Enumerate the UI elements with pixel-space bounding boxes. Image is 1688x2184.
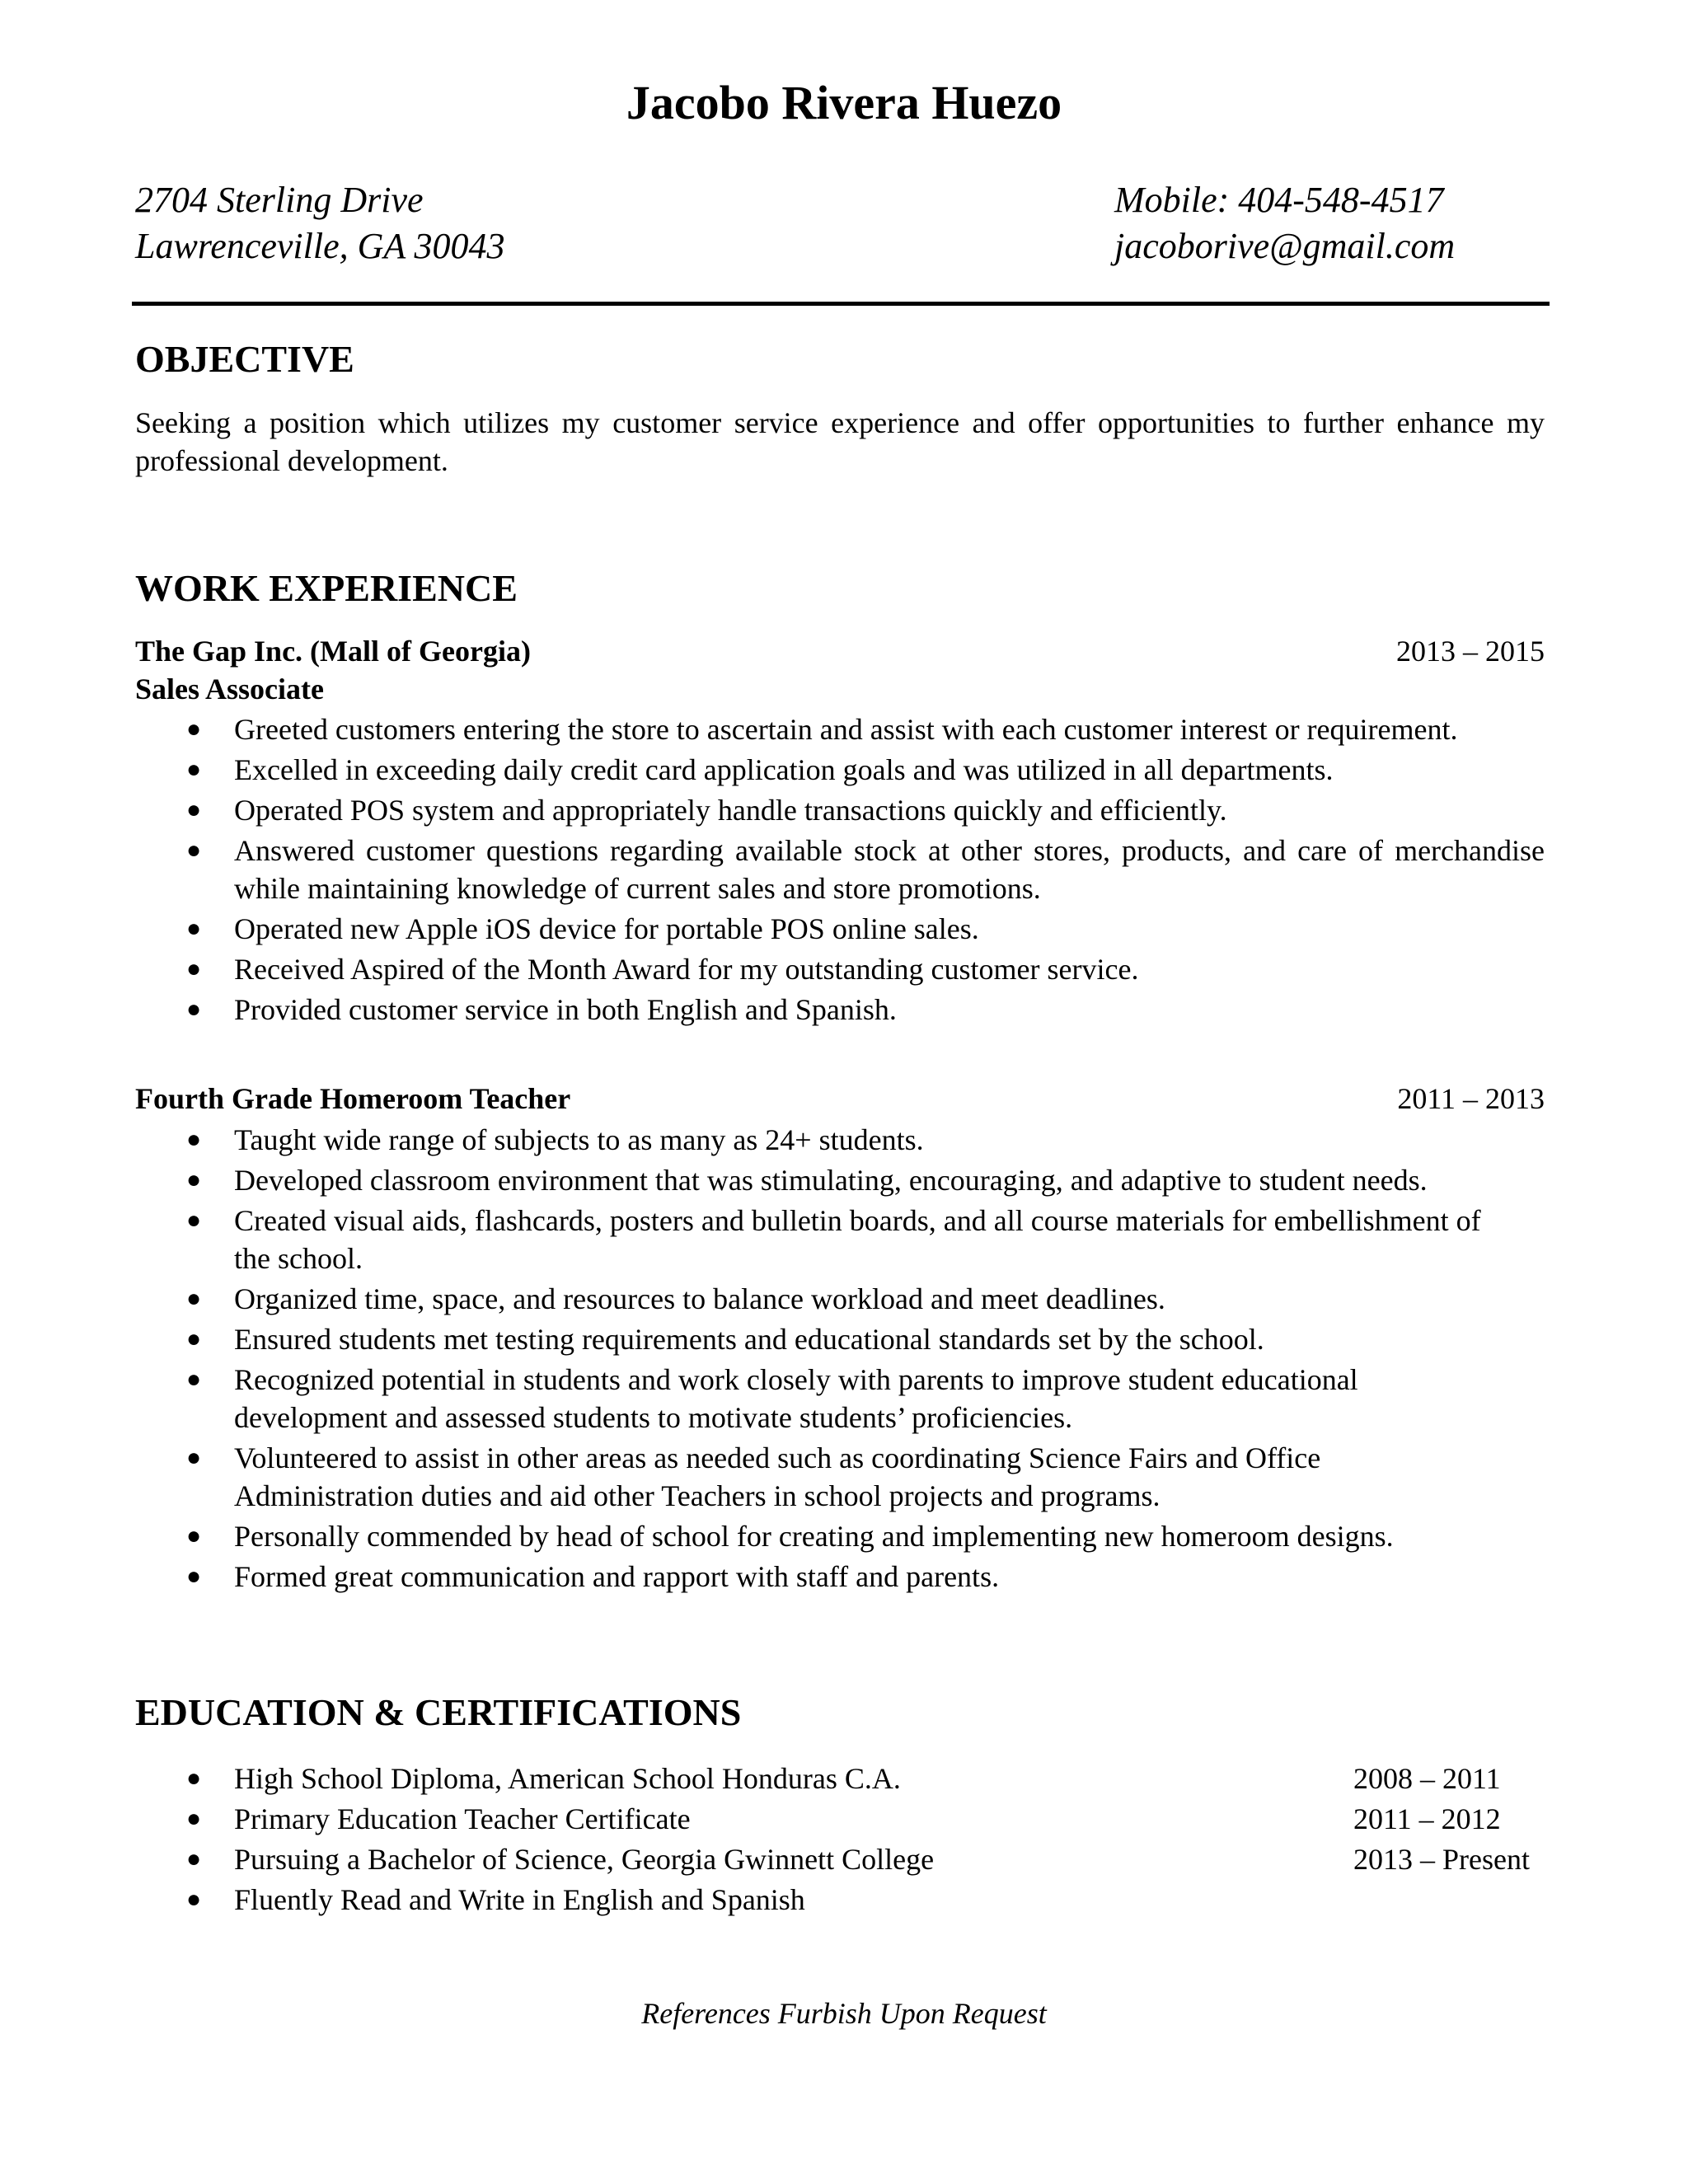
education-item-text: Primary Education Teacher Certificate	[234, 1802, 691, 1835]
contact-block	[1114, 177, 1455, 269]
bullet-icon: ●	[186, 756, 202, 783]
list-item	[135, 1840, 1545, 1878]
list-item	[135, 1800, 1545, 1838]
list-item: ● Received Aspired of the Month Award for my outstanding customer service.	[135, 950, 1545, 988]
job-2-dates: 2011 – 2013	[1397, 1082, 1545, 1115]
bullet-icon: ●	[186, 1444, 202, 1471]
list-item: ● Volunteered to assist in other areas as needed such as coordinating Science Fairs and Office Administration duties and aid other Teachers in school projects and programs.	[135, 1439, 1487, 1515]
education-list	[135, 1760, 1545, 1921]
bullet-icon: ●	[186, 915, 202, 942]
list-item: ● Excelled in exceeding daily credit card application goals and was utilized in all departments.	[135, 751, 1545, 789]
list-item: ● Recognized potential in students and work closely with parents to improve student educational development and assessed students to motivate students’ proficiencies.	[135, 1361, 1487, 1436]
address-line-2: Lawrenceville, GA 30043	[135, 226, 505, 266]
job-1-dates: 2013 – 2015	[1396, 635, 1545, 668]
bullet-icon: ●	[186, 1805, 202, 1832]
list-item: ● Operated POS system and appropriately handle transactions quickly and efficiently.	[135, 791, 1545, 829]
list-item: ● Answered customer questions regarding available stock at other stores, products, and care of merchandise while maintaining knowledge of current sales and store promotions.	[135, 832, 1545, 907]
education-heading: EDUCATION & CERTIFICATIONS	[135, 1691, 742, 1733]
list-item: ● Ensured students met testing requirements and educational standards set by the school.	[135, 1320, 1487, 1358]
list-item	[135, 1881, 1545, 1919]
bullet-icon: ●	[186, 1366, 202, 1393]
bullet-icon: ●	[186, 1563, 202, 1590]
address-block	[135, 177, 505, 269]
job-2-title: Fourth Grade Homeroom Teacher	[135, 1082, 571, 1115]
bullet-icon: ●	[186, 996, 202, 1023]
bullet-icon: ●	[186, 1126, 202, 1153]
list-item: ● Created visual aids, flashcards, posters and bulletin boards, and all course materials for embellishment of the school.	[135, 1202, 1487, 1277]
list-item: ● Operated new Apple iOS device for portable POS online sales.	[135, 910, 1545, 948]
job-1-bullets	[135, 710, 1545, 1031]
bullet-icon: ●	[186, 1886, 202, 1913]
list-item: ● Greeted customers entering the store to ascertain and assist with each customer interest or requirement.	[135, 710, 1545, 748]
list-item: ● Provided customer service in both English and Spanish.	[135, 991, 1545, 1029]
list-item: ● Organized time, space, and resources to balance workload and meet deadlines.	[135, 1280, 1487, 1318]
education-item-text: Fluently Read and Write in English and Spanish	[234, 1883, 805, 1916]
bullet-icon: ●	[186, 1845, 202, 1872]
objective-heading: OBJECTIVE	[135, 338, 354, 380]
candidate-name: Jacobo Rivera Huezo	[626, 76, 1062, 129]
education-item-dates: 2011 – 2012	[1353, 1802, 1501, 1835]
education-item-dates: 2008 – 2011	[1353, 1762, 1501, 1795]
objective-text: Seeking a position which utilizes my customer service experience and offer opportunities to further enhance my professional development.	[135, 406, 1545, 477]
email-address: jacoborive@gmail.com	[1114, 226, 1456, 266]
bullet-icon: ●	[186, 1207, 202, 1234]
job-1-employer: The Gap Inc. (Mall of Georgia)	[135, 635, 531, 668]
bullet-icon: ●	[186, 1325, 202, 1352]
job-2-bullets	[135, 1121, 1487, 1598]
bullet-icon: ●	[186, 1166, 202, 1193]
list-item: ● Developed classroom environment that was stimulating, encouraging, and adaptive to student needs.	[135, 1161, 1487, 1199]
list-item: ● Formed great communication and rapport with staff and parents.	[135, 1558, 1487, 1596]
header-divider	[132, 302, 1550, 306]
bullet-icon: ●	[186, 1522, 202, 1549]
bullet-icon: ●	[186, 1765, 202, 1792]
address-line-1: 2704 Sterling Drive	[135, 180, 424, 220]
bullet-icon: ●	[186, 955, 202, 982]
bullet-icon: ●	[186, 796, 202, 823]
bullet-icon: ●	[186, 715, 202, 743]
list-item: ● Personally commended by head of school for creating and implementing new homeroom designs.	[135, 1517, 1487, 1555]
list-item	[135, 1760, 1545, 1797]
education-item-text: Pursuing a Bachelor of Science, Georgia Gwinnett College	[234, 1843, 935, 1876]
work-experience-heading: WORK EXPERIENCE	[135, 567, 518, 609]
education-item-dates: 2013 – Present	[1353, 1843, 1530, 1876]
job-1-title: Sales Associate	[135, 673, 324, 705]
mobile-number: Mobile: 404-548-4517	[1114, 180, 1444, 220]
education-item-text: High School Diploma, American School Honduras C.A.	[234, 1762, 901, 1795]
list-item: ● Taught wide range of subjects to as many as 24+ students.	[135, 1121, 1487, 1159]
bullet-icon: ●	[186, 1285, 202, 1312]
references-note: References Furbish Upon Request	[641, 1997, 1047, 2030]
bullet-icon: ●	[186, 837, 202, 864]
